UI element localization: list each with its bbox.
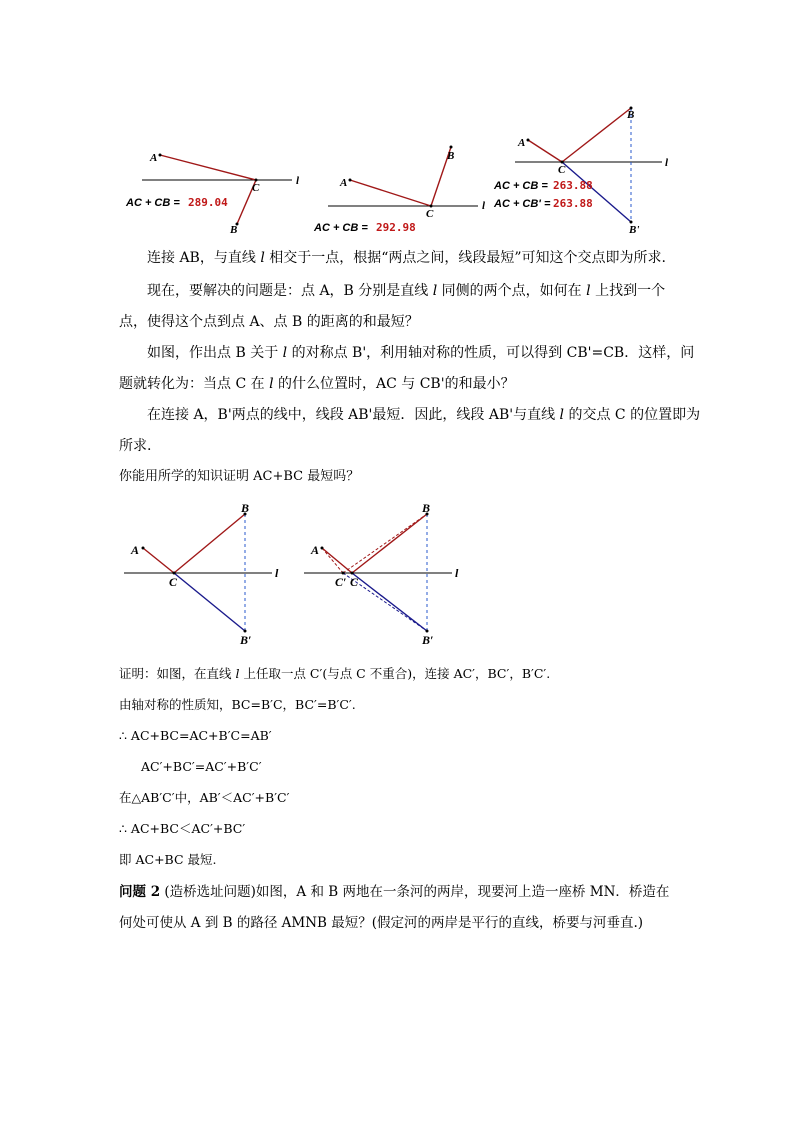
label-b-prime: B′ (240, 633, 252, 647)
segment-cb (562, 108, 631, 162)
label-c: C (558, 164, 566, 176)
label-l: l (296, 175, 300, 187)
segment-ac (322, 548, 352, 573)
figure-3 (490, 100, 680, 240)
point-a (527, 139, 530, 142)
point-a (142, 547, 145, 550)
proof-line-7: 即 AC+BC 最短. (119, 852, 217, 867)
problem-2-label: 问题 2 (119, 884, 161, 900)
paragraph-1: 连接 AB，与直线 l 相交于一点，根据“两点之间，线段最短”可知这个交点即为所求. (147, 250, 667, 266)
label-a: A (340, 177, 348, 189)
sum-label: AC + CB = (126, 197, 180, 209)
label-b-prime: B′ (422, 633, 434, 647)
sum2-value: 263.88 (553, 197, 593, 210)
problem-2-line-1: 问题 2 (造桥选址问题)如图，A 和 B 两地在一条河的两岸，现要河上造一座桥 MN．桥造在 (119, 884, 670, 900)
label-c-prime: C′ (335, 575, 347, 589)
point-a (159, 154, 162, 157)
segment-cb-prime (352, 573, 427, 631)
paragraph-3-line-2: 题就转化为：当点 C 在 l 的什么位置时，AC 与 CB'的和最小？ (119, 376, 515, 392)
segment-cb-prime (562, 162, 631, 222)
label-c: C (169, 575, 178, 589)
problem-2-line-2: 何处可使从 A 到 B 的路径 AMNB 最短？(假定河的两岸是平行的直线，桥要与河垂直.) (119, 915, 644, 931)
point-a (321, 547, 324, 550)
proof-line-4: AC′+BC′=AC′+B′C′ (141, 759, 262, 774)
paragraph-2-line-2: 点，使得这个点到点 A、点 B 的距离的和最短？ (119, 314, 419, 330)
point-b (450, 146, 453, 149)
segment-ac (160, 155, 256, 180)
figure-2 (310, 140, 500, 240)
sum-value: 289.04 (188, 196, 228, 209)
dashed-ac-prime (322, 548, 343, 573)
label-b: B (627, 109, 635, 121)
dashed-c-prime-b (343, 514, 427, 573)
proof-line-2: 由轴对称的性质知，BC=B′C，BC′=B′C′. (119, 697, 356, 712)
segment-ac (528, 140, 562, 162)
label-b: B (422, 501, 431, 515)
proof-line-6: ∴ AC+BC＜AC′+BC′ (119, 821, 246, 836)
segment-cb (174, 514, 245, 573)
paragraph-3-line-1: 如图，作出点 B 关于 l 的对称点 B'，利用轴对称的性质，可以得到 CB'=CB．这样，问 (147, 345, 695, 361)
proof-line-3: ∴ AC+BC=AC+B′C=AB′ (119, 728, 272, 743)
label-c: C (252, 182, 260, 194)
label-b: B (241, 501, 250, 515)
figure-5 (300, 498, 475, 648)
label-b: B (230, 224, 238, 236)
proof-line-1: 证明：如图，在直线 l 上任取一点 C′(与点 C 不重合)，连接 AC′，BC′，B′C′. (119, 666, 551, 681)
label-c: C (350, 575, 359, 589)
sum1-label: AC + CB = (494, 180, 548, 192)
label-a: A (311, 543, 320, 557)
segment-cb-prime (174, 573, 245, 631)
label-a: A (518, 137, 526, 149)
label-b: B (447, 150, 455, 162)
paragraph-4-line-1: 在连接 A，B'两点的线中，线段 AB'最短．因此，线段 AB'与直线 l 的交点 C 的位置即为 (147, 407, 701, 423)
label-a: A (150, 152, 158, 164)
segment-ac (143, 548, 174, 573)
sum-label: AC + CB = (314, 222, 368, 234)
sum1-value: 263.88 (553, 179, 593, 192)
point-a (349, 179, 352, 182)
paragraph-4-line-2: 所求. (119, 438, 152, 454)
label-a: A (131, 543, 140, 557)
label-l: l (455, 566, 459, 580)
segment-ac (350, 180, 431, 206)
proof-line-5: 在△AB′C′中，AB′＜AC′+B′C′ (119, 790, 290, 805)
label-b-prime: B' (629, 224, 640, 236)
paragraph-2-line-1: 现在，要解决的问题是：点 A，B 分别是直线 l 同侧的两个点，如何在 l 上找到一个 (147, 283, 666, 299)
question: 你能用所学的知识证明 AC+BC 最短吗？ (119, 469, 360, 484)
sum2-label: AC + CB' = (494, 198, 551, 210)
sum-value: 292.98 (376, 221, 416, 234)
label-c: C (426, 208, 434, 220)
segment-cb (352, 514, 427, 573)
figure-1 (120, 140, 310, 240)
label-l: l (665, 157, 669, 169)
figure-4 (120, 498, 295, 648)
label-l: l (482, 200, 486, 212)
label-l: l (275, 566, 279, 580)
